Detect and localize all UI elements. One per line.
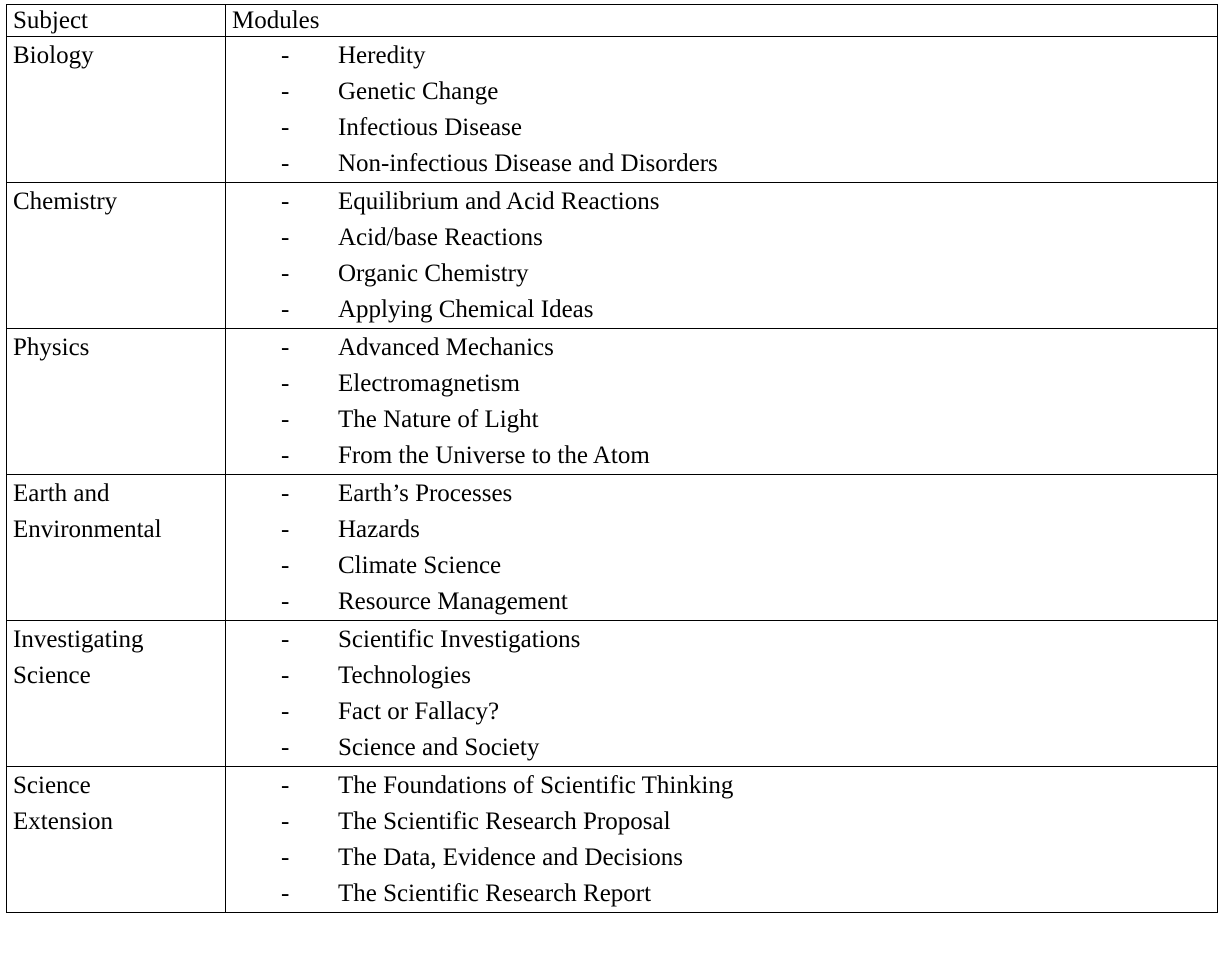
module-item [226,110,1217,146]
module-item [226,402,1217,438]
dash-bullet: - [281,296,290,323]
module-label: Non-infectious Disease and Disorders [338,150,718,177]
modules-table [6,4,1218,913]
module-label: Fact or Fallacy? [338,698,500,725]
module-item [226,730,1217,766]
module-label: Heredity [338,42,426,69]
subject-label: Earth and [13,480,110,507]
dash-bullet: - [281,552,290,579]
dash-bullet: - [281,114,290,141]
module-list [226,475,1217,620]
module-label: Climate Science [338,552,502,579]
dash-bullet: - [281,844,290,871]
dash-bullet: - [281,260,290,287]
dash-bullet: - [281,808,290,835]
module-item [226,658,1217,694]
module-item [226,548,1217,584]
module-item [226,768,1217,804]
table-row [7,329,1218,475]
module-item [226,476,1217,512]
module-label: Genetic Change [338,78,499,105]
table-row [7,767,1218,913]
subject-label: Physics [13,334,90,361]
module-label: The Nature of Light [338,406,539,433]
module-label: Hazards [338,516,420,543]
module-label: Equilibrium and Acid Reactions [338,188,660,215]
module-label: Earth’s Processes [338,480,513,507]
table-row [7,183,1218,329]
table-body [7,37,1218,913]
module-item [226,220,1217,256]
subject-label: Science [13,662,91,689]
module-label: Electromagnetism [338,370,520,397]
subject-label: Extension [13,808,113,835]
header-modules: Modules [226,5,1218,37]
modules-cell [226,621,1218,767]
dash-bullet: - [281,406,290,433]
module-label: The Scientific Research Proposal [338,808,671,835]
module-item [226,366,1217,402]
module-item [226,184,1217,220]
dash-bullet: - [281,588,290,615]
header-row [7,5,1218,37]
subject-cell [7,183,226,329]
module-label: From the Universe to the Atom [338,442,650,469]
subject-label: Chemistry [13,188,118,215]
subject-cell [7,767,226,913]
module-item [226,804,1217,840]
module-item [226,38,1217,74]
subject-label: Environmental [13,516,162,543]
module-list [226,37,1217,182]
subject-label: Biology [13,42,94,69]
module-item [226,330,1217,366]
module-list [226,621,1217,766]
module-label: Technologies [338,662,471,689]
module-list [226,329,1217,474]
dash-bullet: - [281,662,290,689]
module-item [226,292,1217,328]
module-list [226,183,1217,328]
dash-bullet: - [281,334,290,361]
subject-cell [7,475,226,621]
dash-bullet: - [281,370,290,397]
dash-bullet: - [281,150,290,177]
module-label: Science and Society [338,734,540,761]
module-label: Acid/base Reactions [338,224,543,251]
module-item [226,622,1217,658]
module-item [226,146,1217,182]
dash-bullet: - [281,480,290,507]
module-label: Resource Management [338,588,568,615]
module-item [226,876,1217,912]
modules-cell [226,183,1218,329]
dash-bullet: - [281,42,290,69]
dash-bullet: - [281,698,290,725]
module-label: Scientific Investigations [338,626,581,653]
module-label: Infectious Disease [338,114,522,141]
module-item [226,584,1217,620]
modules-cell [226,767,1218,913]
modules-cell [226,37,1218,183]
dash-bullet: - [281,734,290,761]
table-row [7,621,1218,767]
module-item [226,74,1217,110]
subject-cell [7,37,226,183]
module-label: The Scientific Research Report [338,880,652,907]
module-label: The Foundations of Scientific Thinking [338,772,734,799]
module-item [226,256,1217,292]
subject-cell [7,621,226,767]
module-item [226,840,1217,876]
module-item [226,512,1217,548]
header-subject: Subject [7,5,226,37]
dash-bullet: - [281,78,290,105]
dash-bullet: - [281,516,290,543]
module-list [226,767,1217,912]
subject-label: Investigating [13,626,144,653]
dash-bullet: - [281,442,290,469]
module-item [226,694,1217,730]
modules-cell [226,329,1218,475]
table-row [7,37,1218,183]
dash-bullet: - [281,772,290,799]
dash-bullet: - [281,626,290,653]
dash-bullet: - [281,188,290,215]
table-row [7,475,1218,621]
dash-bullet: - [281,880,290,907]
module-item [226,438,1217,474]
modules-cell [226,475,1218,621]
dash-bullet: - [281,224,290,251]
module-label: The Data, Evidence and Decisions [338,844,684,871]
module-label: Advanced Mechanics [338,334,554,361]
module-label: Applying Chemical Ideas [338,296,594,323]
subject-label: Science [13,772,91,799]
subject-cell [7,329,226,475]
module-label: Organic Chemistry [338,260,529,287]
